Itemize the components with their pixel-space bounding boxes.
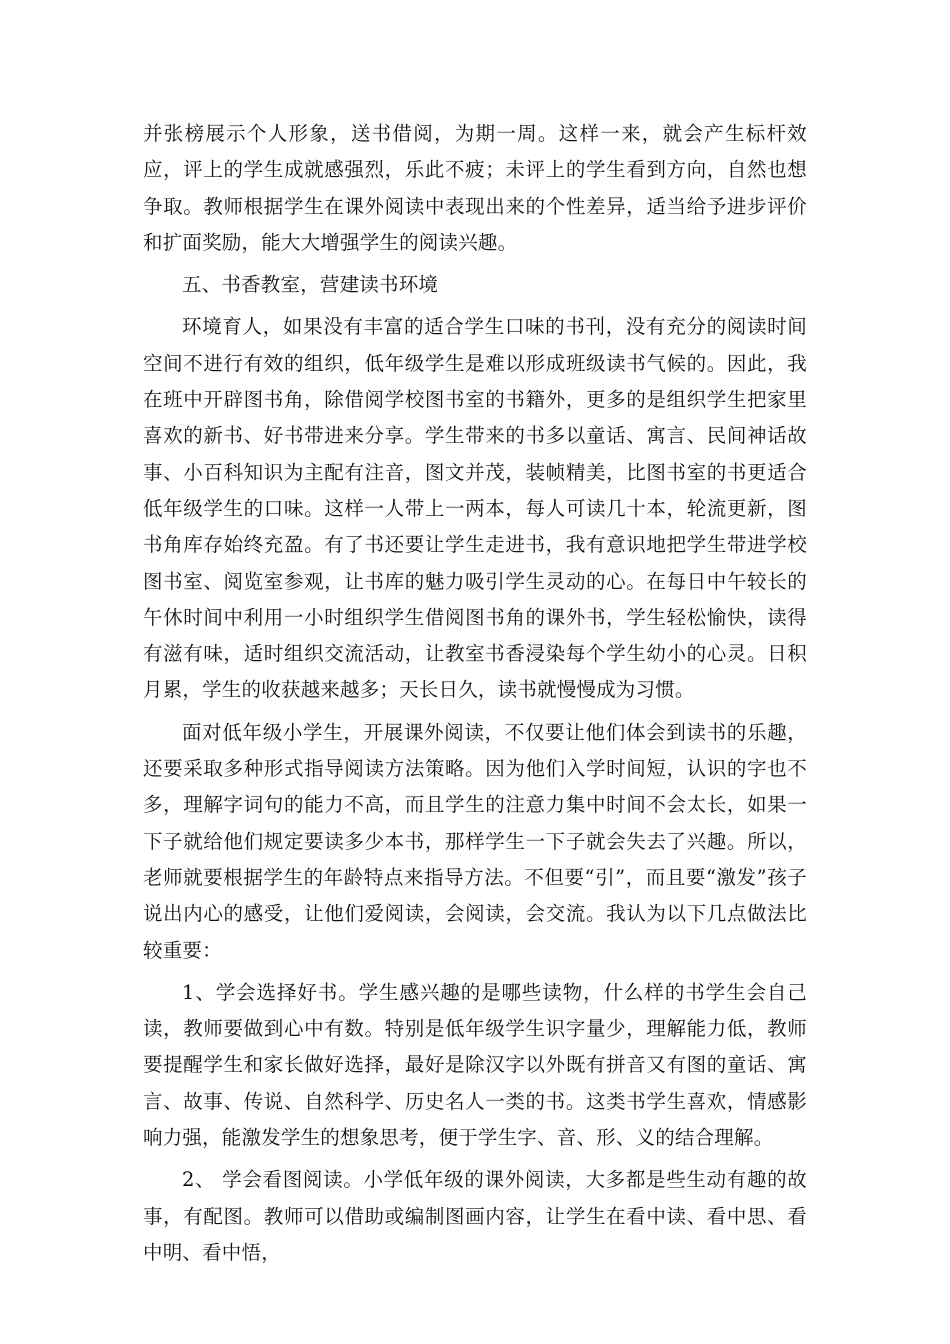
paragraph-guidance: 面对低年级小学生，开展课外阅读，不仅要让他们体会到读书的乐趣，还要采取多种形式指导阅读方法策略。因为他们入学时间短，认识的字也不多，理解字词句的能力不高，而且学生的注意力集中时间不会太长，如果一下子就给他们规定要读多少本书，那样学生一下子就会失去了兴趣。所以，老师就要根据学生的年龄特点来指导方法。不但要“引”，而且要“激发”孩子说出内心的感受，让他们爱阅读，会阅读，会交流。我认为以下几点做法比较重要： bbox=[143, 720, 807, 962]
document-body bbox=[143, 116, 807, 1271]
section-heading: 五、书香教室，营建读书环境 bbox=[182, 273, 439, 297]
paragraph-point-1: 1、学会选择好书。学生感兴趣的是哪些读物，什么样的书学生会自己读，教师要做到心中有数。特别是低年级学生识字量少，理解能力低，教师要提醒学生和家长做好选择，最好是除汉字以外既有拼音又有图的童话、寓言、故事、传说、自然科学、历史名人一类的书。这类书学生喜欢，情感影响力强，能激发学生的想象思考，便于学生字、音、形、义的结合理解。 bbox=[143, 980, 807, 1150]
paragraph-environment: 环境育人，如果没有丰富的适合学生口味的书刊，没有充分的阅读时间空间不进行有效的组织，低年级学生是难以形成班级读书气候的。因此，我在班中开辟图书角，除借阅学校图书室的书籍外，更多的是组织学生把家里喜欢的新书、好书带进来分享。学生带来的书多以童话、寓言、民间神话故事、小百科知识为主配有注音，图文并茂，装帧精美，比图书室的书更适合低年级学生的口味。这样一人带上一两本，每人可读几十本，轮流更新，图书角库存始终充盈。有了书还要让学生走进书，我有意识地把学生带进学校图书室、阅览室参观，让书库的魅力吸引学生灵动的心。在每日中午较长的午休时间中利用一小时组织学生借阅图书角的课外书，学生轻松愉快，读得有滋有味，适时组织交流活动，让教室书香浸染每个学生幼小的心灵。日积月累，学生的收获越来越多；天长日久，读书就慢慢成为习惯。 bbox=[143, 315, 807, 702]
paragraph-continuation: 并张榜展示个人形象，送书借阅，为期一周。这样一来，就会产生标杆效应，评上的学生成就感强烈，乐此不疲；未评上的学生看到方向，自然也想争取。教师根据学生在课外阅读中表现出来的个性差异，适当给予进步评价和扩面奖励，能大大增强学生的阅读兴趣。 bbox=[143, 122, 807, 254]
paragraph-point-2: 2、 学会看图阅读。小学低年级的课外阅读，大多都是些生动有趣的故事，有配图。教师可以借助或编制图画内容，让学生在看中读、看中思、看中明、看中悟， bbox=[143, 1168, 807, 1264]
